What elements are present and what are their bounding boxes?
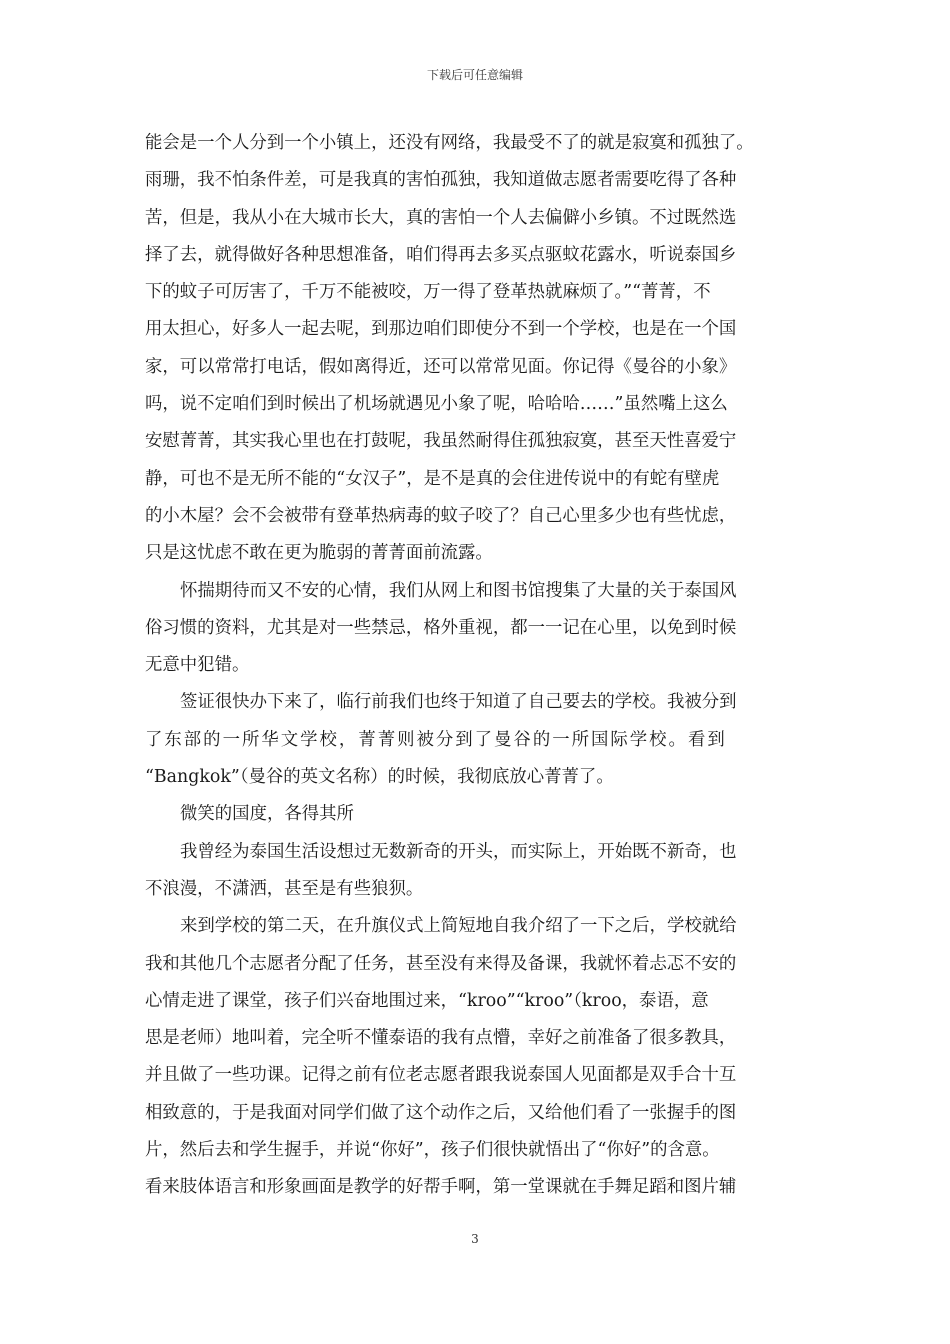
text-line: “Bangkok”（曼谷的英文名称）的时候，我彻底放心菁菁了。	[145, 767, 614, 788]
text-line: 静，可也不是无所不能的“女汉子”，是不是真的会住进传说中的有蛇有壁虎	[145, 468, 720, 489]
text-line: 用太担心，好多人一起去呢，到那边咱们即使分不到一个学校，也是在一个国	[145, 319, 737, 340]
text-line: 吗，说不定咱们到时候出了机场就遇见小象了呢，哈哈哈……”虽然嘴上这么	[145, 394, 728, 415]
text-line: 苦，但是，我从小在大城市长大，真的害怕一个人去偏僻小乡镇。不过既然选	[145, 207, 737, 228]
text-line: 安慰菁菁，其实我心里也在打鼓呢，我虽然耐得住孤独寂寞，甚至天性喜爱宁	[145, 431, 737, 452]
body-text	[145, 125, 809, 1207]
text-line: 心情走进了课堂，孩子们兴奋地围过来，“kroo”“kroo”（kroo，泰语，意	[145, 990, 709, 1011]
text-line: 只是这忧虑不敢在更为脆弱的菁菁面前流露。	[145, 543, 493, 564]
text-line: 了东部的一所华文学校，菁菁则被分到了曼谷的一所国际学校。看到	[145, 729, 727, 750]
text-line: 雨珊，我不怕条件差，可是我真的害怕孤独，我知道做志愿者需要吃得了各种	[145, 170, 737, 191]
text-line: 无意中犯错。	[145, 655, 250, 676]
text-line: 相致意的，于是我面对同学们做了这个动作之后，又给他们看了一张握手的图	[145, 1102, 737, 1123]
paragraph-start: 来到学校的第二天，在升旗仪式上简短地自我介绍了一下之后，学校就给	[180, 916, 737, 937]
text-line: 我和其他几个志愿者分配了任务，甚至没有来得及备课，我就怀着忐忑不安的	[145, 953, 737, 974]
text-line: 并且做了一些功课。记得之前有位老志愿者跟我说泰国人见面都是双手合十互	[145, 1065, 737, 1086]
text-line: 俗习惯的资料，尤其是对一些禁忌，格外重视，都一一记在心里，以免到时候	[145, 617, 737, 638]
text-line: 下的蚊子可厉害了，千万不能被咬，万一得了登革热就麻烦了。”“菁菁，不	[145, 282, 711, 303]
text-line: 看来肢体语言和形象画面是教学的好帮手啊，第一堂课就在手舞足蹈和图片辅	[145, 1177, 737, 1198]
text-line: 不浪漫，不潇洒，甚至是有些狼狈。	[145, 878, 424, 899]
paragraph-start: 签证很快办下来了，临行前我们也终于知道了自己要去的学校。我被分到	[180, 692, 737, 713]
text-line: 的小木屋？会不会被带有登革热病毒的蚊子咬了？自己心里多少也有些忧虑，	[145, 505, 737, 526]
page-number: 3	[471, 1232, 479, 1246]
paragraph-start: 怀揣期待而又不安的心情，我们从网上和图书馆搜集了大量的关于泰国风	[180, 580, 737, 601]
text-line: 能会是一个人分到一个小镇上，还没有网络，我最受不了的就是寂寞和孤独了。	[145, 133, 754, 153]
text-line: 家，可以常常打电话，假如离得近，还可以常常见面。你记得《曼谷的小象》	[145, 356, 737, 377]
section-heading: 微笑的国度，各得其所	[180, 804, 354, 825]
text-line: 片，然后去和学生握手，并说“你好”，孩子们很快就悟出了“你好”的含意。	[145, 1140, 720, 1161]
text-line: 思是老师）地叫着，完全听不懂泰语的我有点懵，幸好之前准备了很多教具，	[145, 1028, 737, 1049]
page-header: 下载后可任意编辑	[426, 68, 523, 82]
text-line: 择了去，就得做好各种思想准备，咱们得再去多买点驱蚊花露水，听说泰国乡	[145, 244, 737, 265]
paragraph-start: 我曾经为泰国生活设想过无数新奇的开头，而实际上，开始既不新奇，也	[180, 841, 737, 862]
